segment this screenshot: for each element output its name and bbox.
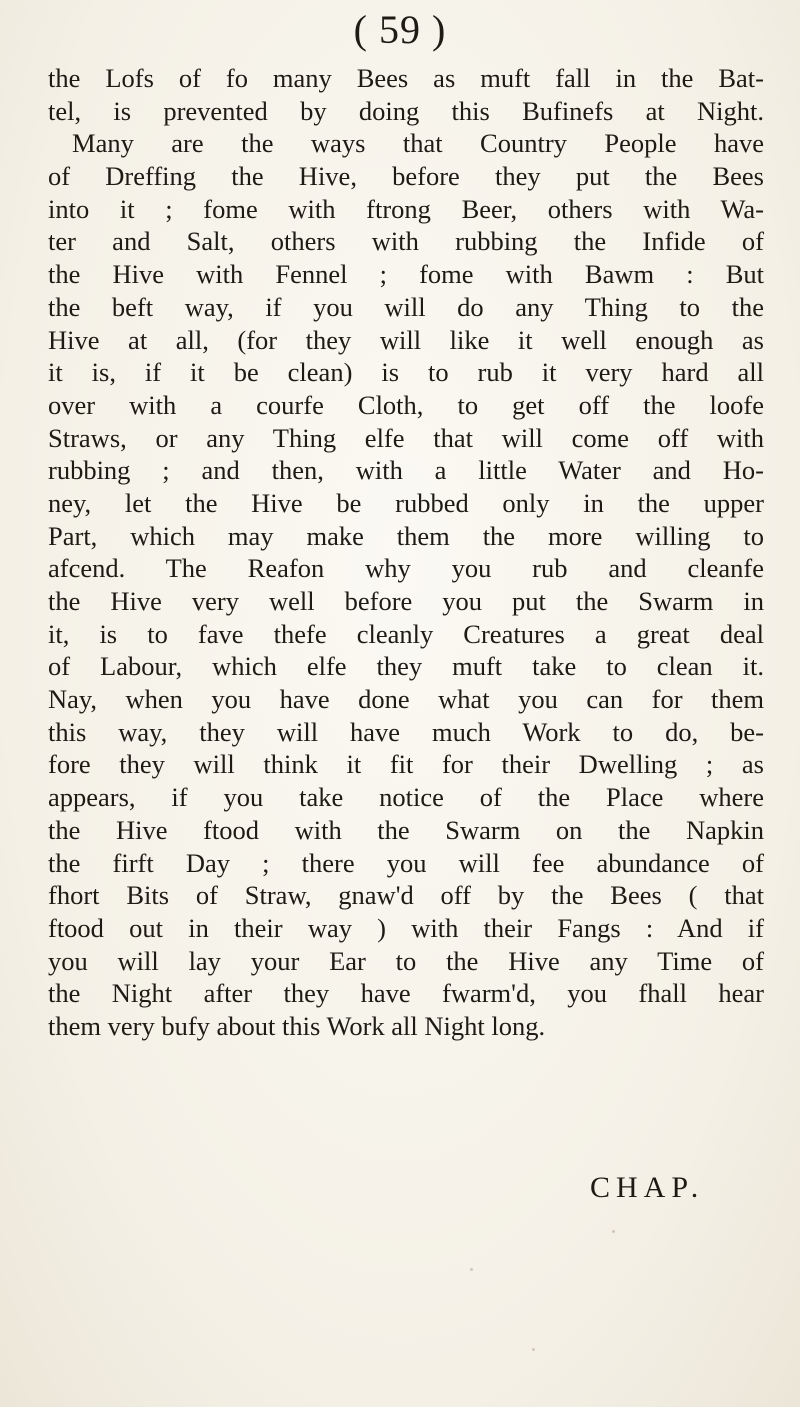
text-line: Nay, when you have done what you can for them [48,684,764,715]
text-line: of Labour, which elfe they muft take to clean it. [48,651,764,682]
text-line: fhort Bits of Straw, gnaw'd off by the Bees ( that [48,880,764,911]
text-line: over with a courfe Cloth, to get off the loofe [48,389,764,420]
text-line: them very bufy about this Work all Night long. [48,1010,546,1041]
text-line: tel, is prevented by doing this Bufinefs at Night. [48,95,764,126]
text-line: the beft way, if you will do any Thing to the [48,291,764,322]
text-line: the firft Day ; there you will fee abundance of [48,847,764,878]
text-line: Straws, or any Thing elfe that will come off with [48,422,764,453]
text-line: fore they will think it fit for their Dwelling ; as [48,749,764,780]
paper-speck [470,1268,473,1271]
text-line: ftood out in their way ) with their Fangs : And if [48,912,764,943]
paper-speck [612,1230,615,1233]
text-line: of Dreffing the Hive, before they put the Bees [48,161,764,192]
text-line: Hive at all, (for they will like it well enough as [48,324,764,355]
catchword: CHAP. [590,1171,705,1204]
text-line: this way, they will have much Work to do, be- [48,716,764,747]
text-line: the Hive very well before you put the Swarm in [48,586,764,616]
text-line: it is, if it be clean) is to rub it very hard all [48,357,764,388]
text-line: you will lay your Ear to the Hive any Time of [48,945,764,976]
text-line: the Hive ftood with the Swarm on the Napkin [48,814,764,845]
text-line: Many are the ways that Country People have [72,128,764,159]
text-line: into it ; fome with ftrong Beer, others with Wa- [48,193,764,224]
text-line: rubbing ; and then, with a little Water and Ho- [48,455,764,486]
text-line: the Lofs of fo many Bees as muft fall in the Bat- [48,63,764,93]
text-line: the Hive with Fennel ; fome with Bawm : But [48,259,764,290]
text-line: Part, which may make them the more willing to [48,520,764,551]
paper-speck [532,1348,535,1351]
body-text [48,62,764,1043]
text-line: appears, if you take notice of the Place where [48,782,764,813]
page-number: ( 59 ) [353,7,447,52]
text-line: afcend. The Reafon why you rub and cleanfe [48,553,764,584]
text-line: ney, let the Hive be rubbed only in the upper [48,487,764,518]
text-line: the Night after they have fwarm'd, you fhall hear [48,978,764,1009]
text-line: ter and Salt, others with rubbing the Infide of [48,226,764,257]
text-line: it, is to fave thefe cleanly Creatures a great deal [48,618,764,649]
